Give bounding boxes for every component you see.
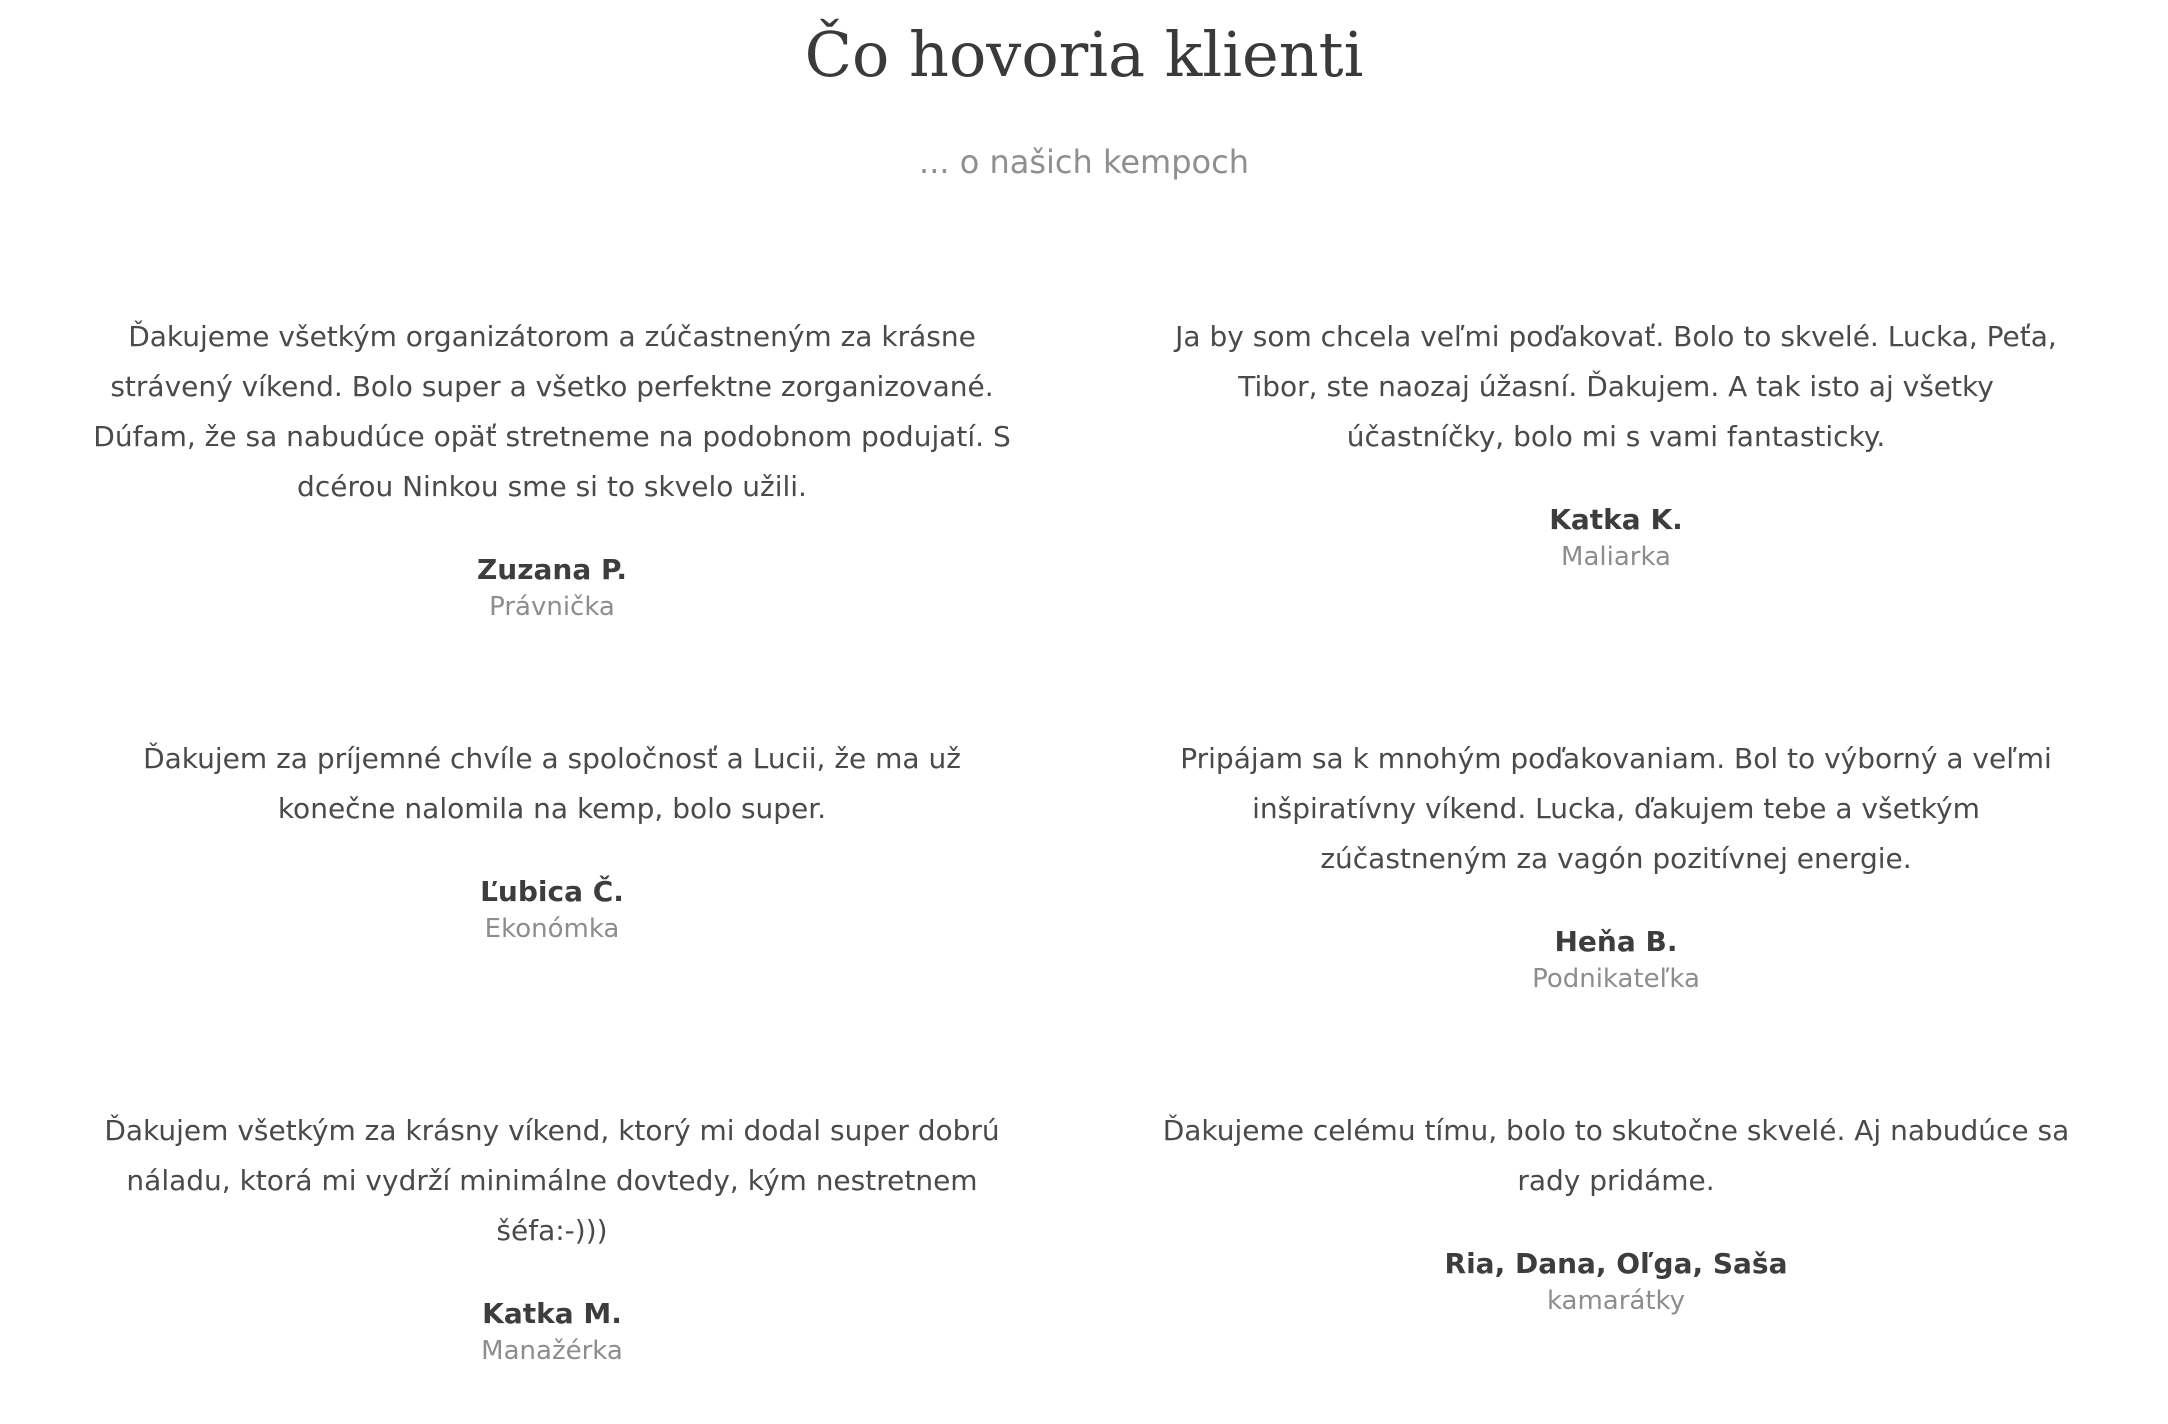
page-subtitle: ... o našich kempoch xyxy=(919,142,1249,181)
testimonial-quote: Ďakujeme všetkým organizátorom a zúčastneným za krásne strávený víkend. Bolo super a všetko perfektne zorganizované. Dúfam, že sa nabudúce opäť stretneme na podobnom podujatí. S dcérou Ninkou sme si to skvelo užili. xyxy=(93,320,1011,504)
author-role: Podnikateľka xyxy=(1532,964,1700,995)
testimonial-author xyxy=(1114,924,2118,996)
page-title: Čo hovoria klienti xyxy=(804,18,1364,91)
testimonial-card xyxy=(50,1106,1054,1368)
testimonial-author xyxy=(1114,1246,2118,1318)
testimonial-author xyxy=(50,552,1054,624)
author-name: Katka K. xyxy=(1549,503,1683,537)
testimonials-grid xyxy=(0,312,2168,1368)
author-role: Maliarka xyxy=(1561,542,1671,573)
testimonial-quote: Ďakujem všetkým za krásny víkend, ktorý mi dodal super dobrú náladu, ktorá mi vydrží minimálne dovtedy, kým nestretnem šéfa:-))) xyxy=(104,1114,1000,1248)
testimonial-card xyxy=(50,734,1054,946)
author-name: Heňa B. xyxy=(1554,925,1678,959)
testimonial-card xyxy=(1114,1106,2118,1318)
testimonial-card xyxy=(50,312,1054,624)
author-role: kamarátky xyxy=(1546,1286,1686,1317)
author-name: Ria, Dana, Oľga, Saša xyxy=(1444,1247,1788,1281)
author-name: Zuzana P. xyxy=(476,553,628,587)
testimonial-author xyxy=(50,1296,1054,1368)
author-role: Právnička xyxy=(489,592,615,623)
author-name: Katka M. xyxy=(482,1297,622,1331)
testimonial-card xyxy=(1114,312,2118,574)
testimonial-author xyxy=(50,874,1054,946)
testimonial-quote: Ďakujeme celému tímu, bolo to skutočne skvelé. Aj nabudúce sa rady pridáme. xyxy=(1162,1114,2070,1198)
testimonial-author xyxy=(1114,502,2118,574)
testimonial-quote: Pripájam sa k mnohým poďakovaniam. Bol to výborný a veľmi inšpiratívny víkend. Lucka, ďakujem tebe a všetkým zúčastneným za vagón pozitívnej energie. xyxy=(1180,742,2052,876)
testimonial-card xyxy=(1114,734,2118,996)
testimonial-quote: Ďakujem za príjemné chvíle a spoločnosť a Lucii, že ma už konečne nalomila na kemp, bolo super. xyxy=(143,742,961,826)
testimonial-quote: Ja by som chcela veľmi poďakovať. Bolo to skvelé. Lucka, Peťa, Tibor, ste naozaj úžasní. Ďakujem. A tak isto aj všetky účastníčky, bolo mi s vami fantasticky. xyxy=(1175,320,2057,454)
author-name: Ľubica Č. xyxy=(480,875,624,909)
author-role: Manažérka xyxy=(481,1336,623,1367)
author-role: Ekonómka xyxy=(484,914,620,945)
